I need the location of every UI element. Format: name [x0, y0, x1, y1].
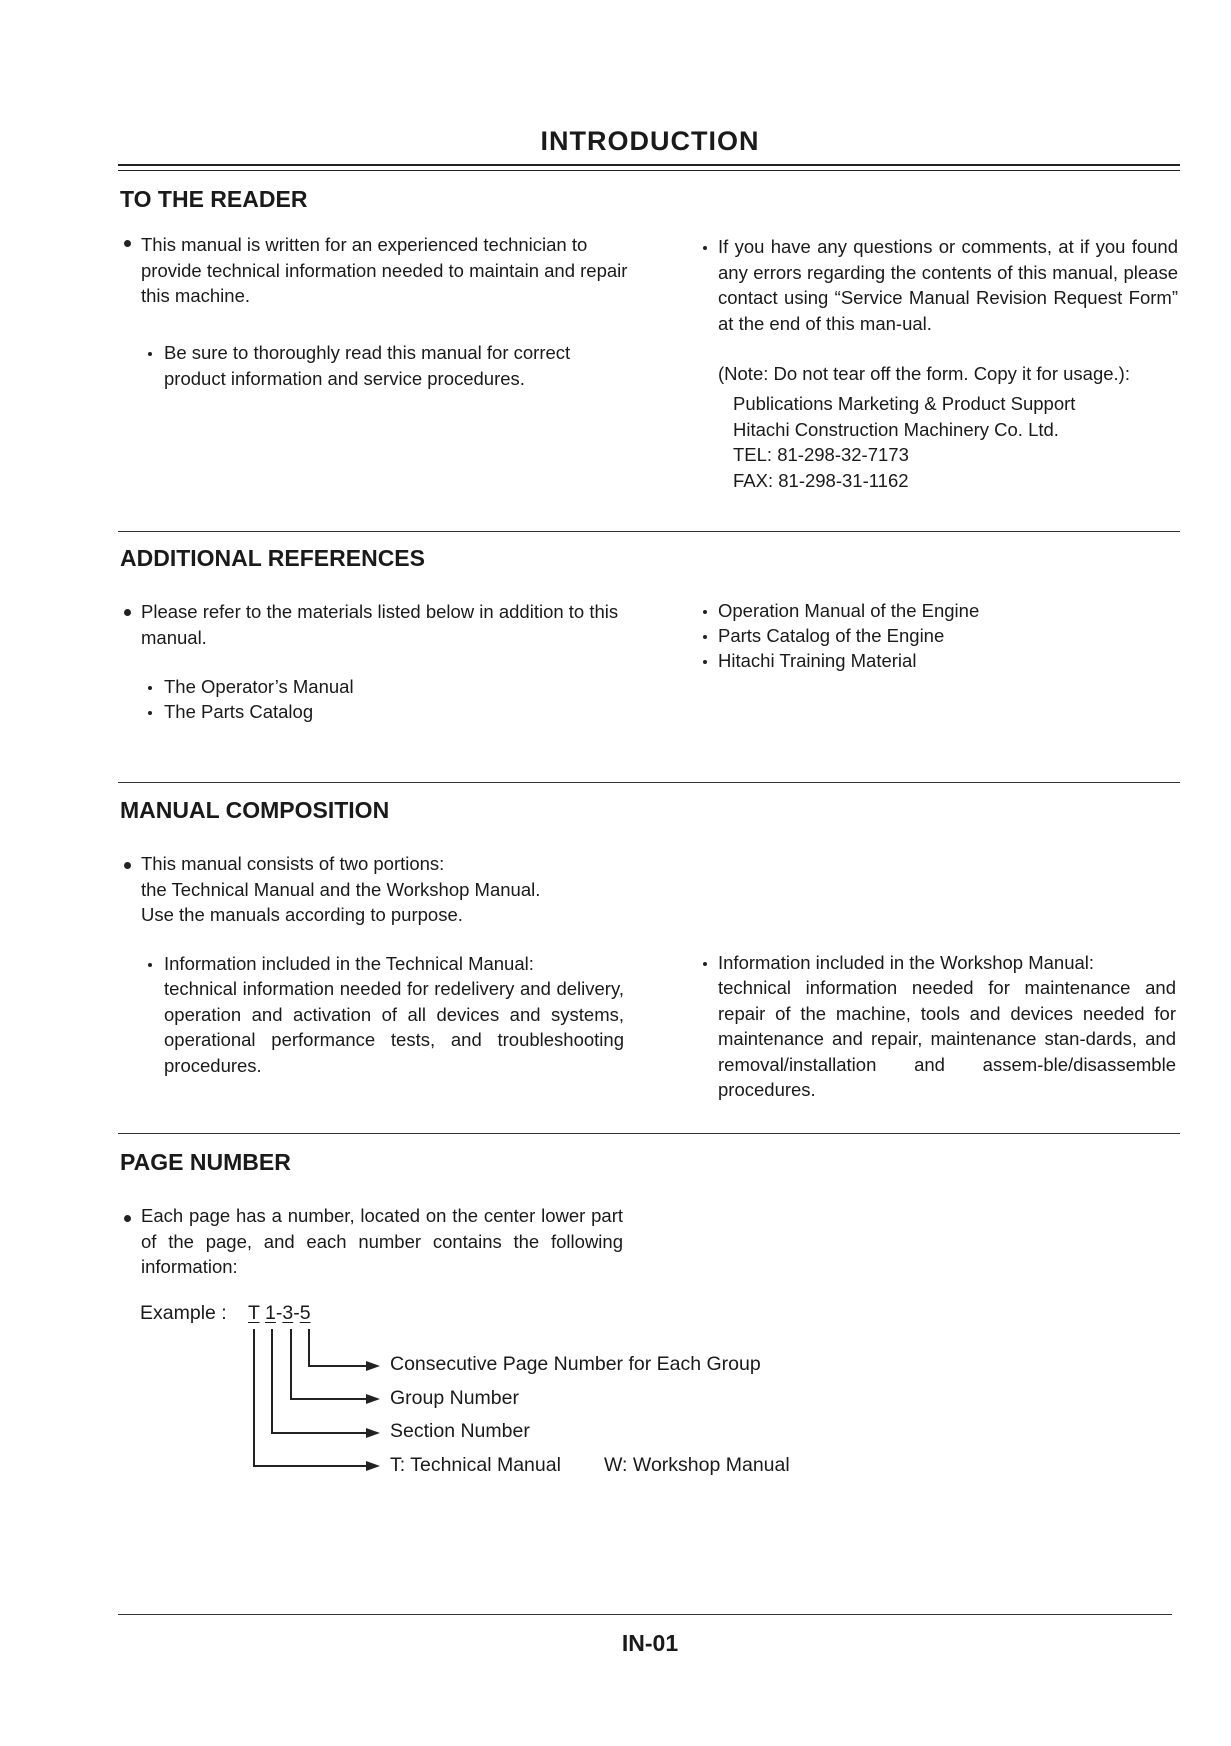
contact-line: TEL: 81-298-32-7173	[733, 444, 909, 465]
sub-bullet-icon	[148, 352, 152, 356]
contact-line: FAX: 81-298-31-1162	[733, 469, 909, 491]
leader-line	[290, 1329, 292, 1399]
composition-right-head: Information included in the Workshop Manual:	[718, 952, 1095, 973]
section-heading-references: ADDITIONAL REFERENCES	[120, 545, 425, 571]
arrow-right-icon	[366, 1394, 380, 1404]
legend-technical-manual: T: Technical Manual	[390, 1454, 561, 1476]
sub-bullet-icon	[703, 246, 707, 250]
example-separator: -	[293, 1302, 300, 1324]
sub-bullet-icon	[703, 962, 707, 966]
arrow-right-icon	[366, 1461, 380, 1471]
composition-right-body: technical information needed for maintenance and repair of the machine, tools and devices needed for maintenance and repair, maintenance stan-dards, and removal/installation and assem-ble/disassemble procedures.	[718, 977, 1176, 1100]
example-part-section: 1	[264, 1302, 276, 1324]
bullet-dot-icon	[124, 240, 131, 247]
example-part-t: T	[248, 1302, 260, 1324]
reader-left-sub: Be sure to thoroughly read this manual for correct product information and service procedures.	[164, 342, 571, 389]
leader-line	[253, 1329, 255, 1466]
sub-bullet-icon	[148, 711, 152, 715]
reader-right-bullet: If you have any questions or comments, at if you found any errors regarding the contents of this manual, please contact using “Service Manual Revision Request Form” at the end of this man-ual.	[718, 236, 1178, 334]
references-right-item: Hitachi Training Material	[718, 650, 917, 671]
references-right-item: Parts Catalog of the Engine	[718, 625, 945, 646]
references-left-bullet: Please refer to the materials listed below in addition to this manual.	[141, 601, 619, 648]
legend-section-number: Section Number	[390, 1420, 530, 1442]
example-label: Example :	[140, 1302, 227, 1324]
sub-bullet-icon	[703, 635, 707, 639]
footer-rule	[118, 1614, 1172, 1615]
contact-line: Publications Marketing & Product Support	[733, 393, 1076, 414]
leader-line	[308, 1329, 310, 1366]
contact-block	[733, 391, 1075, 493]
leader-line	[308, 1365, 370, 1367]
section-divider	[118, 782, 1180, 783]
composition-left-body: technical information needed for redelivery and delivery, operation and activation of all devices and systems, operational performance tests, and troubleshooting procedures.	[164, 978, 624, 1076]
bullet-dot-icon	[124, 609, 131, 616]
section-heading-composition: MANUAL COMPOSITION	[120, 797, 390, 823]
section-divider	[118, 531, 1180, 532]
references-right-item: Operation Manual of the Engine	[718, 600, 980, 621]
leader-line	[253, 1465, 370, 1467]
bullet-dot-icon	[124, 1215, 131, 1222]
sub-bullet-icon	[703, 660, 707, 664]
references-left-item: The Operator’s Manual	[164, 676, 354, 697]
page-number-bullet: Each page has a number, located on the center lower part of the page, and each number contains the following information:	[141, 1205, 623, 1277]
example-separator: -	[275, 1302, 283, 1324]
arrow-right-icon	[366, 1361, 380, 1371]
title-rule	[118, 164, 1180, 171]
composition-bullet-line: the Technical Manual and the Workshop Manual.	[141, 878, 541, 900]
legend-page-number: Consecutive Page Number for Each Group	[390, 1353, 761, 1375]
arrow-right-icon	[366, 1428, 380, 1438]
sub-bullet-icon	[148, 963, 152, 967]
composition-bullet-line: This manual consists of two portions:	[141, 853, 445, 874]
sub-bullet-icon	[703, 610, 707, 614]
example-part-page: 5	[299, 1302, 311, 1324]
leader-line	[271, 1329, 273, 1433]
reader-left-bullet: This manual is written for an experienced technician to provide technical information needed to maintain and repair this machine.	[141, 234, 628, 306]
legend-group-number: Group Number	[390, 1387, 519, 1409]
section-heading-reader: TO THE READER	[120, 186, 308, 212]
section-heading-page-number: PAGE NUMBER	[120, 1149, 291, 1175]
reader-right-note: (Note: Do not tear off the form. Copy it for usage.):	[718, 363, 1130, 384]
contact-line: Hitachi Construction Machinery Co. Ltd.	[733, 418, 1059, 440]
leader-line	[290, 1398, 370, 1400]
example-code	[248, 1301, 311, 1327]
references-left-item: The Parts Catalog	[164, 701, 314, 722]
page-title: INTRODUCTION	[540, 126, 760, 156]
leader-line	[271, 1432, 370, 1434]
sub-bullet-icon	[148, 686, 152, 690]
composition-left-head: Information included in the Technical Manual:	[164, 953, 534, 974]
bullet-dot-icon	[124, 862, 131, 869]
section-divider	[118, 1133, 1180, 1134]
example-part-group: 3	[282, 1302, 294, 1324]
composition-bullet-line: Use the manuals according to purpose.	[141, 904, 463, 925]
legend-workshop-manual: W: Workshop Manual	[604, 1454, 790, 1476]
composition-bullet	[141, 851, 540, 928]
page-number: IN-01	[621, 1630, 679, 1656]
